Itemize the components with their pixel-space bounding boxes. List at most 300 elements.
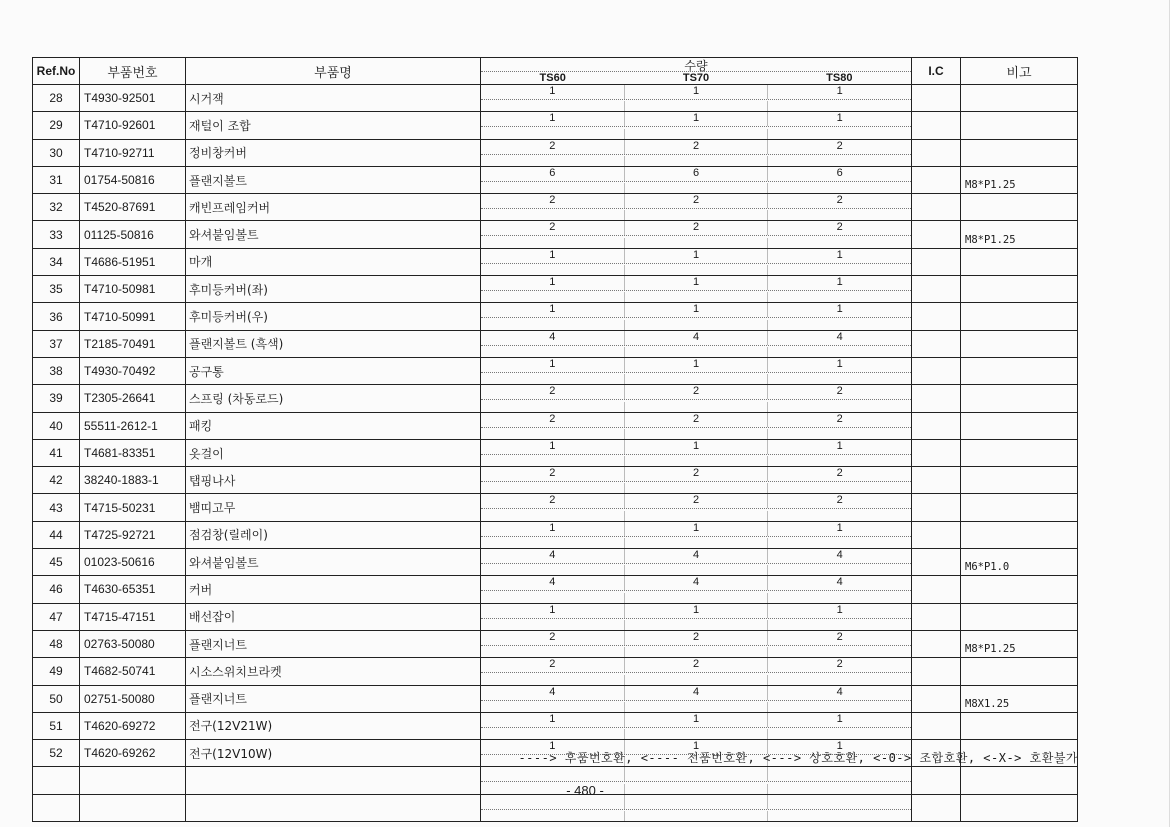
qty-values: [481, 249, 911, 264]
cell-ic: [912, 385, 961, 412]
qty-lower-grid: [481, 320, 911, 330]
grid-cell: [625, 320, 769, 330]
qty-values: [481, 221, 911, 236]
qty-ts70: 4: [625, 686, 769, 700]
qty-lower-grid: [481, 429, 911, 439]
qty-ts70: [625, 767, 769, 781]
grid-cell: [625, 702, 769, 712]
qty-values: [481, 140, 911, 155]
cell-part-number: 38240-1883-1: [80, 467, 186, 494]
qty-values: [481, 194, 911, 209]
table-row: [33, 248, 1078, 275]
qty-ts80: 1: [836, 740, 843, 753]
qty-values: [481, 112, 911, 127]
qty-ts70: 1: [625, 276, 769, 290]
grid-cell: [625, 729, 769, 739]
cell-remark: [961, 576, 1078, 603]
cell-quantity: [481, 576, 912, 603]
qty-ts60: 1: [481, 303, 625, 317]
cell-remark: [961, 248, 1078, 275]
cell-ic: [912, 630, 961, 657]
cell-ref-no: 35: [33, 276, 80, 303]
cell-remark: [961, 712, 1078, 739]
qty-values: [481, 85, 911, 100]
cell-ref-no: 49: [33, 658, 80, 685]
header-model-ts80: TS80: [826, 72, 853, 84]
cell-ref-no: 46: [33, 576, 80, 603]
cell-part-number: 55511-2612-1: [80, 412, 186, 439]
table-row: [33, 221, 1078, 248]
qty-ts70: 2: [625, 467, 769, 481]
qty-ts60: 1: [481, 740, 625, 754]
qty-ts80: 2: [836, 494, 843, 507]
qty-ts70: 1: [625, 303, 769, 317]
qty-lower-grid: [481, 729, 911, 739]
qty-ts60: 1: [481, 440, 625, 454]
qty-ts80: 2: [836, 385, 843, 398]
cell-quantity: [481, 630, 912, 657]
cell-part-name: 커버: [186, 576, 481, 603]
grid-cell: [768, 265, 911, 275]
qty-ts60: 1: [481, 112, 625, 126]
qty-ts70: 4: [625, 549, 769, 563]
cell-ref-no: 48: [33, 630, 80, 657]
cell-part-name: 후미등커버(좌): [186, 276, 481, 303]
cell-ic: [912, 221, 961, 248]
cell-quantity: [481, 221, 912, 248]
cell-part-name: 플랜지볼트 (흑색): [186, 330, 481, 357]
qty-values: [481, 713, 911, 728]
grid-cell: [625, 292, 769, 302]
cell-part-number: T4620-69272: [80, 712, 186, 739]
qty-ts70: 1: [625, 440, 769, 454]
cell-ic: [912, 549, 961, 576]
qty-values: [481, 604, 911, 619]
cell-ic: [912, 303, 961, 330]
qty-ts80: [768, 767, 911, 781]
table-row: [33, 276, 1078, 303]
grid-cell: [768, 210, 911, 220]
qty-ts80: 2: [836, 630, 843, 643]
cell-part-number: 01023-50616: [80, 549, 186, 576]
grid-cell: [625, 347, 769, 357]
header-quantity-label: 수량: [684, 59, 708, 73]
qty-lower-grid: [481, 374, 911, 384]
cell-ref-no: 39: [33, 385, 80, 412]
cell-part-name: 스프링 (차동로드): [186, 385, 481, 412]
cell-remark: [961, 385, 1078, 412]
grid-cell: [625, 129, 769, 139]
qty-lower-grid: [481, 483, 911, 493]
qty-lower-grid: [481, 101, 911, 111]
table-row: [33, 139, 1078, 166]
qty-lower-grid: [481, 647, 911, 657]
grid-cell: [625, 538, 769, 548]
grid-cell: [625, 647, 769, 657]
grid-cell: [481, 620, 625, 630]
cell-part-number: T4710-50981: [80, 276, 186, 303]
qty-ts80: 1: [836, 439, 843, 452]
qty-ts80: 1: [836, 603, 843, 616]
cell-part-number: 01754-50816: [80, 166, 186, 193]
table-row: [33, 357, 1078, 384]
grid-cell: [481, 483, 625, 493]
cell-ic: [912, 112, 961, 139]
grid-cell: [768, 101, 911, 111]
grid-cell: [768, 702, 911, 712]
qty-ts80: 2: [836, 412, 843, 425]
grid-cell: [768, 511, 911, 521]
grid-cell: [481, 374, 625, 384]
cell-part-name: 패킹: [186, 412, 481, 439]
cell-ic: [912, 712, 961, 739]
cell-quantity: [481, 139, 912, 166]
cell-part-name: 플랜지볼트: [186, 166, 481, 193]
cell-part-name: 탭핑나사: [186, 467, 481, 494]
qty-values: [481, 440, 911, 455]
cell-ref-no: 37: [33, 330, 80, 357]
cell-remark: M8*P1.25: [961, 630, 1078, 657]
grid-cell: [768, 292, 911, 302]
header-ref-no: Ref.No: [33, 58, 80, 85]
qty-ts70: 2: [625, 194, 769, 208]
qty-ts60: 1: [481, 522, 625, 536]
cell-ref-no: 38: [33, 357, 80, 384]
cell-part-name: 플랜지너트: [186, 630, 481, 657]
cell-part-name: 옷걸이: [186, 439, 481, 466]
qty-ts70: 1: [625, 604, 769, 618]
cell-ref-no: 51: [33, 712, 80, 739]
cell-quantity: [481, 166, 912, 193]
cell-ic: [912, 658, 961, 685]
cell-ref-no: 47: [33, 603, 80, 630]
qty-values: [481, 522, 911, 537]
cell-remark: [961, 494, 1078, 521]
cell-ic: [912, 494, 961, 521]
cell-part-number: 02751-50080: [80, 685, 186, 712]
qty-values: [481, 358, 911, 373]
cell-quantity: [481, 112, 912, 139]
grid-cell: [481, 101, 625, 111]
cell-ic: [912, 330, 961, 357]
cell-quantity: [481, 385, 912, 412]
grid-cell: [768, 675, 911, 685]
cell-part-number: T4710-50991: [80, 303, 186, 330]
qty-ts80: 2: [836, 658, 843, 671]
grid-cell: [768, 811, 911, 821]
qty-values: [481, 303, 911, 318]
qty-ts60: 6: [481, 167, 625, 181]
cell-quantity: [481, 685, 912, 712]
qty-ts60: 2: [481, 140, 625, 154]
cell-ic: [912, 166, 961, 193]
grid-cell: [625, 593, 769, 603]
grid-cell: [768, 729, 911, 739]
cell-part-number: T4715-47151: [80, 603, 186, 630]
table-row: [33, 630, 1078, 657]
qty-ts70: 1: [625, 358, 769, 372]
cell-ref-no: 44: [33, 521, 80, 548]
cell-quantity: [481, 357, 912, 384]
grid-cell: [625, 811, 769, 821]
cell-part-number: T2305-26641: [80, 385, 186, 412]
table-row: [33, 658, 1078, 685]
cell-remark: [961, 85, 1078, 112]
grid-cell: [481, 647, 625, 657]
qty-ts60: [481, 767, 625, 781]
cell-remark: [961, 276, 1078, 303]
qty-ts70: 2: [625, 385, 769, 399]
cell-quantity: [481, 248, 912, 275]
cell-part-number: T4715-50231: [80, 494, 186, 521]
cell-part-name: 재털이 조합: [186, 112, 481, 139]
qty-values: [481, 467, 911, 482]
cell-quantity: [481, 439, 912, 466]
qty-ts80: 4: [836, 330, 843, 343]
qty-lower-grid: [481, 265, 911, 275]
qty-ts80: 2: [836, 221, 843, 234]
qty-lower-grid: [481, 292, 911, 302]
cell-ic: [912, 439, 961, 466]
qty-ts60: 4: [481, 576, 625, 590]
qty-values: [481, 631, 911, 646]
cell-quantity: [481, 276, 912, 303]
qty-ts80: 1: [836, 248, 843, 261]
grid-cell: [625, 210, 769, 220]
qty-ts60: 1: [481, 604, 625, 618]
qty-ts80: 1: [836, 357, 843, 370]
table-row: [33, 467, 1078, 494]
table-row: [33, 385, 1078, 412]
qty-ts60: 2: [481, 413, 625, 427]
grid-cell: [481, 265, 625, 275]
cell-remark: M6*P1.0: [961, 549, 1078, 576]
cell-ic: [912, 194, 961, 221]
cell-part-name: 배선잡이: [186, 603, 481, 630]
qty-values: [481, 576, 911, 591]
cell-ic: [912, 139, 961, 166]
qty-lower-grid: [481, 402, 911, 412]
grid-cell: [768, 647, 911, 657]
cell-quantity: [481, 549, 912, 576]
cell-quantity: [481, 85, 912, 112]
cell-remark: [961, 521, 1078, 548]
qty-ts80: 2: [836, 467, 843, 480]
header-quantity: [481, 58, 912, 85]
grid-cell: [481, 811, 625, 821]
cell-quantity: [481, 467, 912, 494]
cell-part-number: T2185-70491: [80, 330, 186, 357]
qty-ts70: 1: [625, 522, 769, 536]
cell-part-name: 플랜지너트: [186, 685, 481, 712]
table-row: [33, 712, 1078, 739]
cell-ref-no: 34: [33, 248, 80, 275]
grid-cell: [481, 347, 625, 357]
grid-cell: [768, 456, 911, 466]
cell-part-number: T4630-65351: [80, 576, 186, 603]
cell-ref-no: 50: [33, 685, 80, 712]
cell-part-number: 01125-50816: [80, 221, 186, 248]
qty-ts80: 2: [836, 194, 843, 207]
grid-cell: [481, 238, 625, 248]
qty-lower-grid: [481, 183, 911, 193]
cell-quantity: [481, 494, 912, 521]
qty-values: [481, 167, 911, 182]
cell-part-name: 정비창커버: [186, 139, 481, 166]
grid-cell: [481, 675, 625, 685]
qty-ts60: 2: [481, 467, 625, 481]
cell-part-name: 와셔붙임볼트: [186, 549, 481, 576]
grid-cell: [481, 129, 625, 139]
cell-quantity: [481, 521, 912, 548]
cell-part-number: [80, 794, 186, 821]
cell-ref-no: 32: [33, 194, 80, 221]
qty-ts70: 2: [625, 140, 769, 154]
grid-cell: [481, 511, 625, 521]
header-models: [481, 71, 911, 84]
cell-part-name: [186, 794, 481, 821]
qty-ts80: 4: [836, 685, 843, 698]
cell-ic: [912, 576, 961, 603]
qty-ts60: 2: [481, 494, 625, 508]
qty-ts80: 6: [836, 166, 843, 179]
qty-ts60: 2: [481, 658, 625, 672]
cell-quantity: [481, 603, 912, 630]
table-row: [33, 685, 1078, 712]
header-model-ts70: TS70: [682, 72, 710, 84]
cell-ref-no: 45: [33, 549, 80, 576]
qty-lower-grid: [481, 238, 911, 248]
cell-part-name: 마개: [186, 248, 481, 275]
qty-ts70: 1: [625, 85, 769, 99]
grid-cell: [625, 675, 769, 685]
grid-cell: [625, 456, 769, 466]
cell-part-number: T4686-51951: [80, 248, 186, 275]
grid-cell: [768, 429, 911, 439]
grid-cell: [768, 593, 911, 603]
cell-remark: [961, 303, 1078, 330]
header-part-number: 부품번호: [80, 58, 186, 85]
qty-ts60: 4: [481, 549, 625, 563]
grid-cell: [481, 320, 625, 330]
cell-ref-no: 28: [33, 85, 80, 112]
cell-part-name: 시거잭: [186, 85, 481, 112]
cell-quantity: [481, 330, 912, 357]
qty-ts70: 6: [625, 167, 769, 181]
table-header-row: [33, 58, 1078, 85]
cell-part-number: T4520-87691: [80, 194, 186, 221]
cell-part-number: T4930-70492: [80, 357, 186, 384]
cell-remark: [961, 658, 1078, 685]
grid-cell: [768, 320, 911, 330]
cell-ic: [912, 467, 961, 494]
qty-ts60: 1: [481, 249, 625, 263]
cell-quantity: [481, 194, 912, 221]
page-number: - 480 -: [566, 783, 604, 798]
qty-lower-grid: [481, 511, 911, 521]
table-row: [33, 112, 1078, 139]
cell-remark: [961, 603, 1078, 630]
cell-remark: M8*P1.25: [961, 221, 1078, 248]
cell-quantity: [481, 712, 912, 739]
qty-ts80: 1: [836, 521, 843, 534]
table-row: [33, 303, 1078, 330]
qty-ts60: 1: [481, 85, 625, 99]
cell-part-name: 시소스위치브라켓: [186, 658, 481, 685]
cell-remark: [961, 412, 1078, 439]
cell-part-number: T4725-92721: [80, 521, 186, 548]
qty-ts70: 1: [625, 112, 769, 126]
cell-ic: [912, 794, 961, 821]
cell-ic: [912, 412, 961, 439]
cell-ref-no: 40: [33, 412, 80, 439]
qty-ts70: 4: [625, 331, 769, 345]
table-row: [33, 521, 1078, 548]
cell-ref-no: 29: [33, 112, 80, 139]
qty-ts60: 1: [481, 713, 625, 727]
grid-cell: [768, 238, 911, 248]
grid-cell: [768, 483, 911, 493]
qty-ts80: 1: [836, 712, 843, 725]
grid-cell: [768, 538, 911, 548]
grid-cell: [481, 156, 625, 166]
grid-cell: [481, 183, 625, 193]
qty-values: [481, 331, 911, 346]
grid-cell: [481, 456, 625, 466]
qty-lower-grid: [481, 156, 911, 166]
qty-ts80: 4: [836, 576, 843, 589]
qty-values: [481, 549, 911, 564]
qty-values: [481, 767, 911, 782]
cell-quantity: [481, 412, 912, 439]
qty-ts70: 2: [625, 494, 769, 508]
grid-cell: [768, 620, 911, 630]
qty-values: [481, 658, 911, 673]
qty-lower-grid: [481, 593, 911, 603]
cell-remark: [961, 112, 1078, 139]
qty-ts60: 1: [481, 358, 625, 372]
grid-cell: [481, 402, 625, 412]
table-row: [33, 576, 1078, 603]
qty-ts70: 2: [625, 413, 769, 427]
qty-ts60: 4: [481, 686, 625, 700]
qty-ts80: 1: [836, 85, 843, 97]
cell-ic: [912, 276, 961, 303]
cell-remark: [961, 794, 1078, 821]
cell-part-name: 전구(12V10W): [186, 740, 481, 767]
qty-ts80: 1: [836, 112, 843, 125]
qty-ts60: 2: [481, 631, 625, 645]
cell-part-name: 공구통: [186, 357, 481, 384]
grid-cell: [625, 483, 769, 493]
grid-cell: [625, 511, 769, 521]
cell-part-name: 전구(12V21W): [186, 712, 481, 739]
grid-cell: [481, 538, 625, 548]
cell-ref-no: 43: [33, 494, 80, 521]
cell-ref-no: 31: [33, 166, 80, 193]
qty-lower-grid: [481, 347, 911, 357]
cell-part-number: T4681-83351: [80, 439, 186, 466]
grid-cell: [625, 429, 769, 439]
cell-ic: [912, 357, 961, 384]
cell-ref-no: 42: [33, 467, 80, 494]
cell-ic: [912, 603, 961, 630]
table-row: [33, 549, 1078, 576]
cell-remark: [961, 439, 1078, 466]
table-row: [33, 603, 1078, 630]
qty-lower-grid: [481, 129, 911, 139]
grid-cell: [481, 593, 625, 603]
